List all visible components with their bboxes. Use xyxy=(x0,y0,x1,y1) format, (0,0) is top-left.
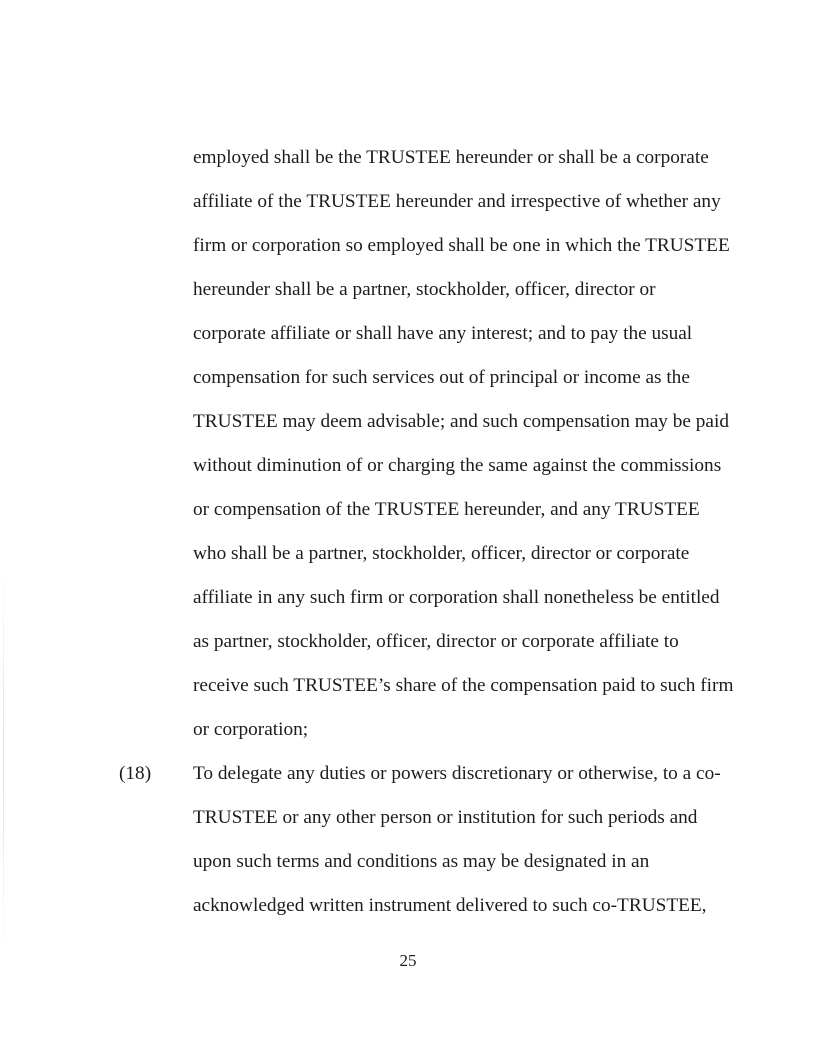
text-line: as partner, stockholder, officer, director or corporate affiliate to xyxy=(193,631,679,652)
text-line: or corporation; xyxy=(193,719,309,740)
text-line: or compensation of the TRUSTEE hereunder, and any TRUSTEE xyxy=(193,499,700,520)
text-line: compensation for such services out of principal or income as the xyxy=(193,367,690,388)
page-number: 25 xyxy=(399,951,417,970)
list-item-number: (18) xyxy=(119,763,152,784)
text-line: To delegate any duties or powers discretionary or otherwise, to a co- xyxy=(193,763,721,784)
text-line: acknowledged written instrument delivered to such co-TRUSTEE, xyxy=(193,895,707,916)
text-line: affiliate of the TRUSTEE hereunder and irrespective of whether any xyxy=(193,191,721,212)
text-line: who shall be a partner, stockholder, officer, director or corporate xyxy=(193,543,690,564)
text-line: corporate affiliate or shall have any interest; and to pay the usual xyxy=(193,323,693,344)
scan-edge-shadow xyxy=(3,560,4,960)
text-line: without diminution of or charging the same against the commissions xyxy=(193,455,722,476)
text-line: upon such terms and conditions as may be designated in an xyxy=(193,851,650,872)
text-line: employed shall be the TRUSTEE hereunder or shall be a corporate xyxy=(193,147,709,168)
text-line: TRUSTEE or any other person or institution for such periods and xyxy=(193,807,698,828)
text-line: receive such TRUSTEE’s share of the compensation paid to such firm xyxy=(193,675,734,696)
text-line: TRUSTEE may deem advisable; and such compensation may be paid xyxy=(193,411,729,432)
text-line: affiliate in any such firm or corporation shall nonetheless be entitled xyxy=(193,587,720,608)
text-line: firm or corporation so employed shall be one in which the TRUSTEE xyxy=(193,235,730,256)
text-line: hereunder shall be a partner, stockholder, officer, director or xyxy=(193,279,656,300)
